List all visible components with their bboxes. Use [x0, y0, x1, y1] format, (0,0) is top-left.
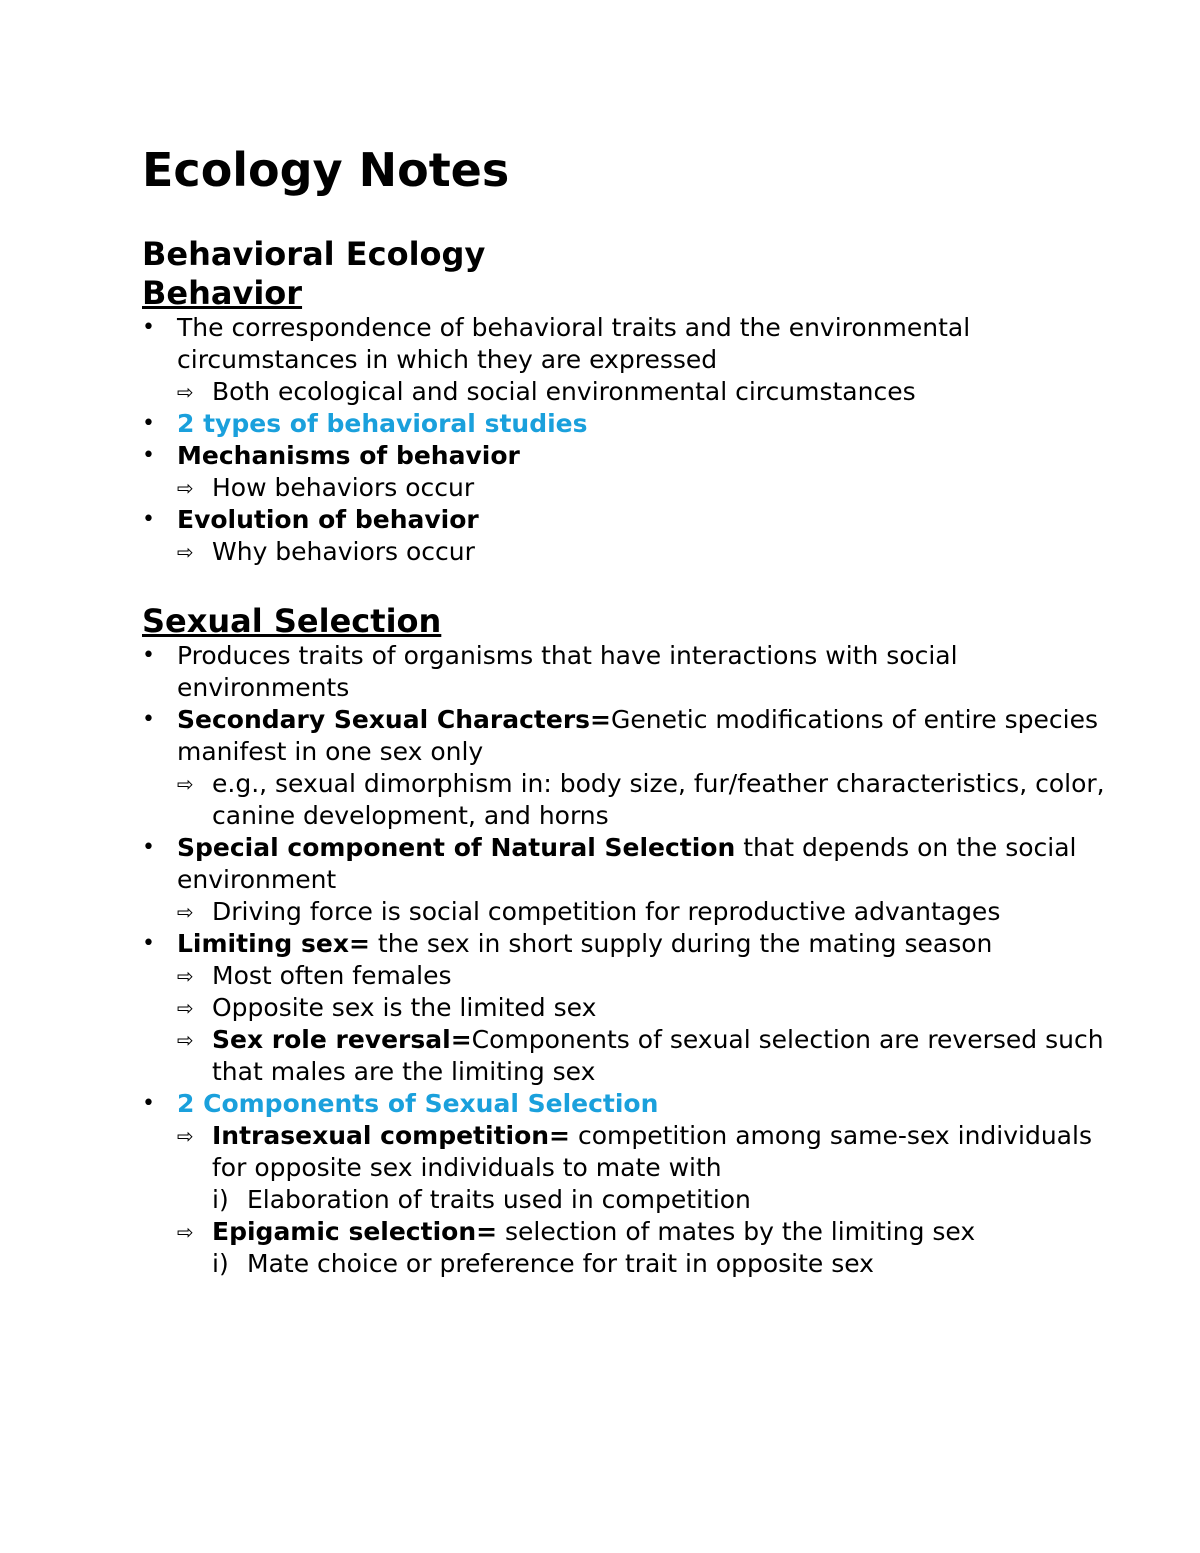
sub-item	[177, 960, 1122, 992]
sexual-selection-list	[142, 640, 1122, 1280]
term-text: Sex role reversal=	[212, 1025, 472, 1054]
sub-item	[177, 896, 1122, 928]
sub-list	[177, 896, 1122, 928]
sub-item-text: Driving force is social competition for reproductive advantages	[212, 897, 1001, 926]
bullet-marker: •	[142, 931, 155, 956]
bullet-marker: •	[142, 1091, 155, 1116]
list-item	[142, 832, 1122, 928]
item-text: Mechanisms of behavior	[177, 441, 520, 470]
highlighted-text: 2 Components of Sexual Selection	[177, 1089, 659, 1118]
sub-list	[177, 960, 1122, 1088]
item-text: Produces traits of organisms that have interactions with social environments	[177, 641, 958, 702]
sub-item	[177, 376, 1122, 408]
bullet-marker: •	[142, 707, 155, 732]
sub-item-text: Why behaviors occur	[212, 537, 475, 566]
sub-item-text: Both ecological and social environmental circumstances	[212, 377, 916, 406]
sub-item	[177, 768, 1122, 832]
arrow-icon: ⇨	[177, 900, 194, 924]
term-text: Secondary Sexual Characters=	[177, 705, 611, 734]
arrow-icon: ⇨	[177, 476, 194, 500]
arrow-icon: ⇨	[177, 996, 194, 1020]
list-item	[142, 504, 1122, 568]
definition-text: competition among same-sex individuals for opposite sex individuals to mate with	[212, 1121, 1092, 1182]
section-title: Behavioral Ecology	[142, 235, 486, 273]
definition-text: the sex in short supply during the mating season	[369, 929, 993, 958]
sub-item	[177, 536, 1122, 568]
bullet-marker: •	[142, 835, 155, 860]
sub-item	[177, 1024, 1122, 1088]
sub-item	[177, 1216, 1122, 1280]
subheading-behavior: Behavior	[142, 274, 303, 312]
roman-list	[212, 1184, 1122, 1216]
roman-marker: i)	[212, 1185, 229, 1214]
sub-item-text: How behaviors occur	[212, 473, 475, 502]
bullet-marker: •	[142, 443, 155, 468]
arrow-icon: ⇨	[177, 1028, 194, 1052]
arrow-icon: ⇨	[177, 772, 194, 796]
item-text: The correspondence of behavioral traits and the environmental circumstances in which they are expressed	[177, 313, 971, 374]
item-text: Evolution of behavior	[177, 505, 479, 534]
term-text: Limiting sex=	[177, 929, 370, 958]
definition-text: that depends on the social environment	[177, 833, 1077, 894]
sub-list	[177, 472, 1122, 504]
highlighted-text: 2 types of behavioral studies	[177, 409, 588, 438]
arrow-icon: ⇨	[177, 1220, 194, 1244]
definition-text: Components of sexual selection are reversed such that males are the limiting sex	[212, 1025, 1104, 1086]
definition-text: selection of mates by the limiting sex	[497, 1217, 976, 1246]
definition-text: Genetic modifications of entire species manifest in one sex only	[177, 705, 1098, 766]
sub-list	[177, 376, 1122, 408]
list-item	[142, 440, 1122, 504]
sub-list	[177, 768, 1122, 832]
roman-item	[212, 1248, 1122, 1280]
bullet-marker: •	[142, 643, 155, 668]
roman-item-text: Elaboration of traits used in competition	[247, 1185, 751, 1214]
list-item	[142, 704, 1122, 832]
sub-list	[177, 536, 1122, 568]
sub-item	[177, 992, 1122, 1024]
document-content	[142, 140, 1122, 1280]
sub-item-text: e.g., sexual dimorphism in: body size, fur/feather characteristics, color, canine development, and horns	[212, 769, 1105, 830]
sub-item	[177, 472, 1122, 504]
list-item	[142, 408, 1122, 440]
roman-item-text: Mate choice or preference for trait in opposite sex	[247, 1249, 874, 1278]
term-text: Epigamic selection=	[212, 1217, 498, 1246]
behavior-list	[142, 312, 1122, 568]
bullet-marker: •	[142, 315, 155, 340]
sub-list	[177, 1120, 1122, 1280]
bullet-marker: •	[142, 507, 155, 532]
subheading-sexual-selection: Sexual Selection	[142, 602, 442, 640]
list-item	[142, 312, 1122, 408]
sub-item-text: Opposite sex is the limited sex	[212, 993, 597, 1022]
term-text: Intrasexual competition=	[212, 1121, 571, 1150]
term-text: Special component of Natural Selection	[177, 833, 736, 862]
list-item	[142, 928, 1122, 1088]
sub-item-text: Most often females	[212, 961, 452, 990]
roman-item	[212, 1184, 1122, 1216]
document-title: Ecology Notes	[142, 143, 510, 197]
roman-list	[212, 1248, 1122, 1280]
list-item	[142, 1088, 1122, 1280]
sub-item	[177, 1120, 1122, 1216]
arrow-icon: ⇨	[177, 1124, 194, 1148]
arrow-icon: ⇨	[177, 964, 194, 988]
arrow-icon: ⇨	[177, 540, 194, 564]
bullet-marker: •	[142, 411, 155, 436]
list-item	[142, 640, 1122, 704]
roman-marker: i)	[212, 1249, 229, 1278]
arrow-icon: ⇨	[177, 380, 194, 404]
